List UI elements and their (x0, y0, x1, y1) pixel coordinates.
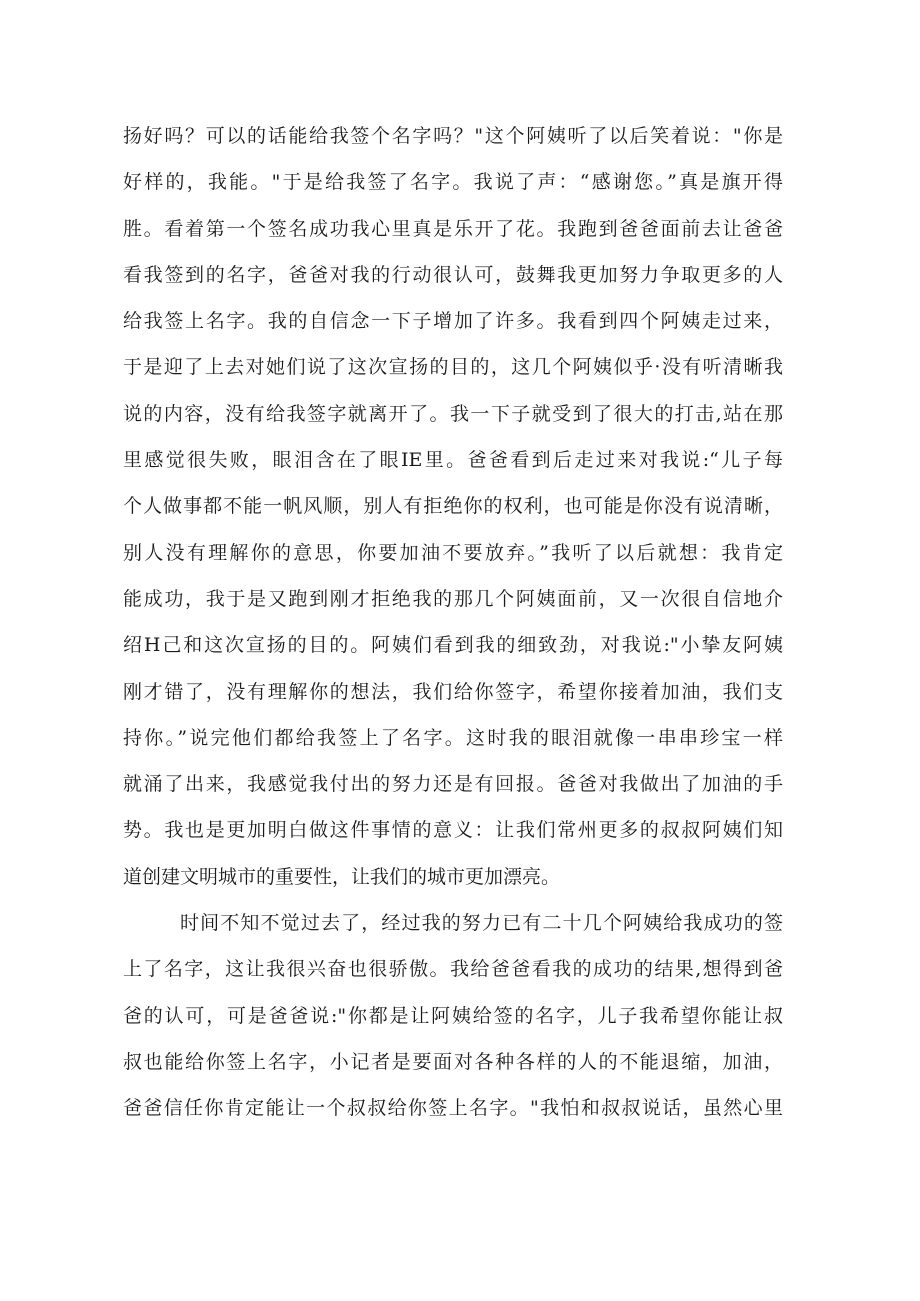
text-line: 个人做事都不能一帆风顺，别人有拒绝你的权利，也可能是你没有说清晰， (123, 495, 783, 518)
text-line: 于是迎了上去对她们说了这次宣扬的目的，这几个阿姨似乎·没有听清晰我 (123, 356, 783, 379)
text-line: 叔也能给你签上名字，小记者是要面对各种各样的人的不能退缩，加油， (123, 1050, 783, 1073)
text-line: 持你。”说完他们都给我签上了名字。这时我的眼泪就像一串串珍宝一样 (123, 726, 783, 749)
text-line: 说的内容，没有给我签字就离开了。我一下子就受到了很大的打击,站在那 (123, 402, 783, 425)
text-line: 别人没有理解你的意思，你要加油不要放弃。”我听了以后就想：我肯定 (123, 541, 783, 564)
text-line: 爸爸信任你肯定能让一个叔叔给你签上名字。"我怕和叔叔说话，虽然心里 (123, 1097, 783, 1120)
text-line: 给我签上名字。我的自信念一下子增加了许多。我看到四个阿姨走过来， (123, 310, 783, 333)
text-line: 胜。看着第一个签名成功我心里真是乐开了花。我跑到爸爸面前去让爸爸 (123, 217, 783, 240)
text-line: 时间不知不觉过去了，经过我的努力已有二十几个阿姨给我成功的签 (180, 912, 783, 935)
text-line: 好样的，我能。"于是给我签了名字。我说了声：“感谢您。”真是旗开得 (123, 171, 783, 194)
text-line: 能成功，我于是又跑到刚才拒绝我的那几个阿姨面前，又一次很自信地介 (123, 587, 783, 610)
text-line: 绍H己和这次宣扬的目的。阿姨们看到我的细致劲，对我说:"小挚友阿姨 (123, 634, 783, 657)
text-line: 刚才错了，没有理解你的想法，我们给你签字，希望你接着加油，我们支 (123, 680, 783, 703)
paragraph-1 (123, 113, 783, 900)
text-line: 上了名字，这让我很兴奋也很骄傲。我给爸爸看我的成功的结果,想得到爸 (123, 958, 783, 981)
article-body (123, 113, 783, 1132)
text-line: 就涌了出来，我感觉我付出的努力还是有回报。爸爸对我做出了加油的手 (123, 773, 783, 796)
text-line: 势。我也是更加明白做这件事情的意义：让我们常州更多的叔叔阿姨们知 (123, 819, 783, 842)
paragraph-2 (123, 900, 783, 1131)
text-line: 里感觉很失败，眼泪含在了眼IE里。爸爸看到后走过来对我说:“儿子每 (123, 449, 783, 472)
text-line: 看我签到的名字，爸爸对我的行动很认可，鼓舞我更加努力争取更多的人 (123, 263, 783, 286)
text-line: 爸的认可，可是爸爸说:"你都是让阿姨给签的名字，儿子我希望你能让叔 (123, 1004, 783, 1027)
text-line: 扬好吗？可以的话能给我签个名字吗？"这个阿姨听了以后笑着说："你是 (123, 125, 783, 147)
text-line: 道创建文明城市的重要性，让我们的城市更加漂亮。 (123, 865, 561, 888)
